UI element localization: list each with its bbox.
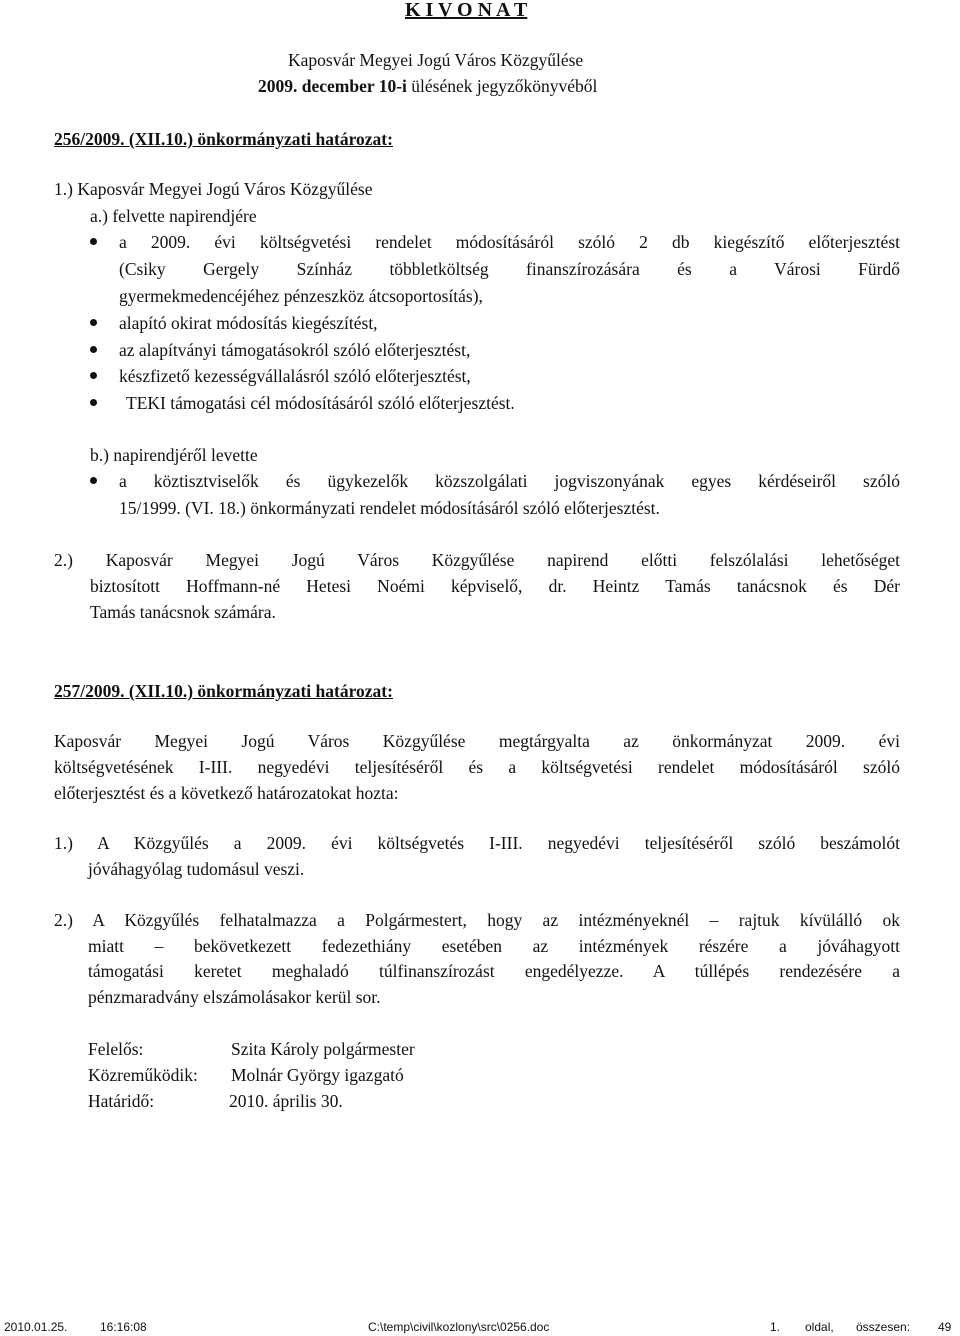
resolution-256-point-2-line2: biztosított Hoffmann-né Hetesi Noémi képviselő, dr. Heintz Tamás tanácsnok és Dér — [90, 576, 900, 596]
footer-date: 2010.01.25. — [4, 1320, 68, 1334]
cooperator-value: Molnár György igazgató — [231, 1065, 404, 1085]
issuing-body: Kaposvár Megyei Jogú Város Közgyűlése — [288, 50, 584, 70]
resolution-257-point-2-line3: támogatási keretet meghaladó túlfinanszírozást engedélyezze. A túllépés rendezésére a — [88, 961, 900, 981]
document-title: K I V O N A T — [405, 0, 528, 21]
bullet-icon — [90, 477, 97, 484]
resolution-257-point-2-line1: 2.) A Közgyűlés felhatalmazza a Polgármestert, hogy az intézményeknél – rajtuk kívülálló ok — [54, 910, 900, 930]
agenda-removed-item-line1: a köztisztviselők és ügykezelők közszolgálati jogviszonyának egyes kérdéseiről szóló — [119, 471, 900, 491]
resolution-256-point-2-line1: 2.) Kaposvár Megyei Jogú Város Közgyűlése napirend előtti felszólalási lehetőséget — [54, 550, 900, 570]
agenda-item-charter: alapító okirat módosítás kiegészítést, — [119, 313, 378, 333]
agenda-removed-label: b.) napirendjéről levette — [90, 445, 258, 465]
responsible-value: Szita Károly polgármester — [231, 1039, 415, 1059]
agenda-item-foundation: az alapítványi támogatásokról szóló előterjesztést, — [119, 340, 471, 360]
bullet-icon — [90, 238, 97, 245]
agenda-removed-item-line2: 15/1999. (VI. 18.) önkormányzati rendelet módosításáról szóló előterjesztést. — [119, 498, 660, 518]
resolution-257-point-1-line2: jóváhagyólag tudomásul veszi. — [88, 859, 305, 879]
session-date: 2009. december 10-i — [258, 76, 407, 96]
footer-page-label: oldal, — [805, 1320, 834, 1334]
agenda-item-budget-line3: gyermekmedencéjéhez pénzeszköz átcsoportosítás), — [119, 286, 483, 306]
session-rest: ülésének jegyzőkönyvéből — [406, 76, 598, 96]
resolution-257-intro-line3: előterjesztést és a következő határozatokat hozta: — [54, 783, 399, 803]
bullet-icon — [90, 372, 97, 379]
footer-file-path: C:\temp\civil\kozlony\src\0256.doc — [368, 1320, 550, 1334]
footer-total-pages: 49 — [938, 1320, 952, 1334]
resolution-257-point-2-line4: pénzmaradvány elszámolásakor kerül sor. — [88, 987, 381, 1007]
resolution-256-point-1: 1.) Kaposvár Megyei Jogú Város Közgyűlése — [54, 179, 373, 199]
responsible-label: Felelős: — [88, 1039, 144, 1059]
bullet-icon — [90, 346, 97, 353]
resolution-257-point-1-line1: 1.) A Közgyűlés a 2009. évi költségvetés I-III. negyedévi teljesítéséről szóló beszámolót — [54, 833, 900, 853]
agenda-item-budget-line1: a 2009. évi költségvetési rendelet módosításáról szóló 2 db kiegészítő előterjesztést — [119, 232, 900, 252]
resolution-256-point-2-line3: Tamás tanácsnok számára. — [90, 602, 276, 622]
bullet-icon — [90, 319, 97, 326]
cooperator-label: Közreműködik: — [88, 1065, 198, 1085]
agenda-item-teki: TEKI támogatási cél módosításáról szóló előterjesztést. — [126, 393, 515, 413]
resolution-257-point-2-line2: miatt – bekövetkezett fedezethiány esetében az intézmények részére a jóváhagyott — [88, 936, 900, 956]
footer-total-label: összesen: — [856, 1320, 911, 1334]
bullet-icon — [90, 399, 97, 406]
footer-time: 16:16:08 — [100, 1320, 147, 1334]
resolution-257-intro-line1: Kaposvár Megyei Jogú Város Közgyűlése megtárgyalta az önkormányzat 2009. évi — [54, 731, 900, 751]
resolution-256-heading: 256/2009. (XII.10.) önkormányzati határozat: — [54, 129, 393, 149]
agenda-item-budget-line2: (Csiky Gergely Színház többletköltség finanszírozására és a Városi Fürdő — [119, 259, 900, 279]
agenda-item-guarantee: készfizető kezességvállalásról szóló előterjesztést, — [119, 366, 471, 386]
resolution-257-intro-line2: költségvetésének I-III. negyedévi teljesítéséről és a költségvetési rendelet módosításáról szóló — [54, 757, 900, 777]
footer-page-number: 1. — [770, 1320, 781, 1334]
deadline-value: 2010. április 30. — [229, 1091, 343, 1111]
agenda-added-label: a.) felvette napirendjére — [90, 206, 257, 226]
session-line — [258, 74, 597, 98]
deadline-label: Határidő: — [88, 1091, 155, 1111]
resolution-257-heading: 257/2009. (XII.10.) önkormányzati határozat: — [54, 681, 393, 701]
